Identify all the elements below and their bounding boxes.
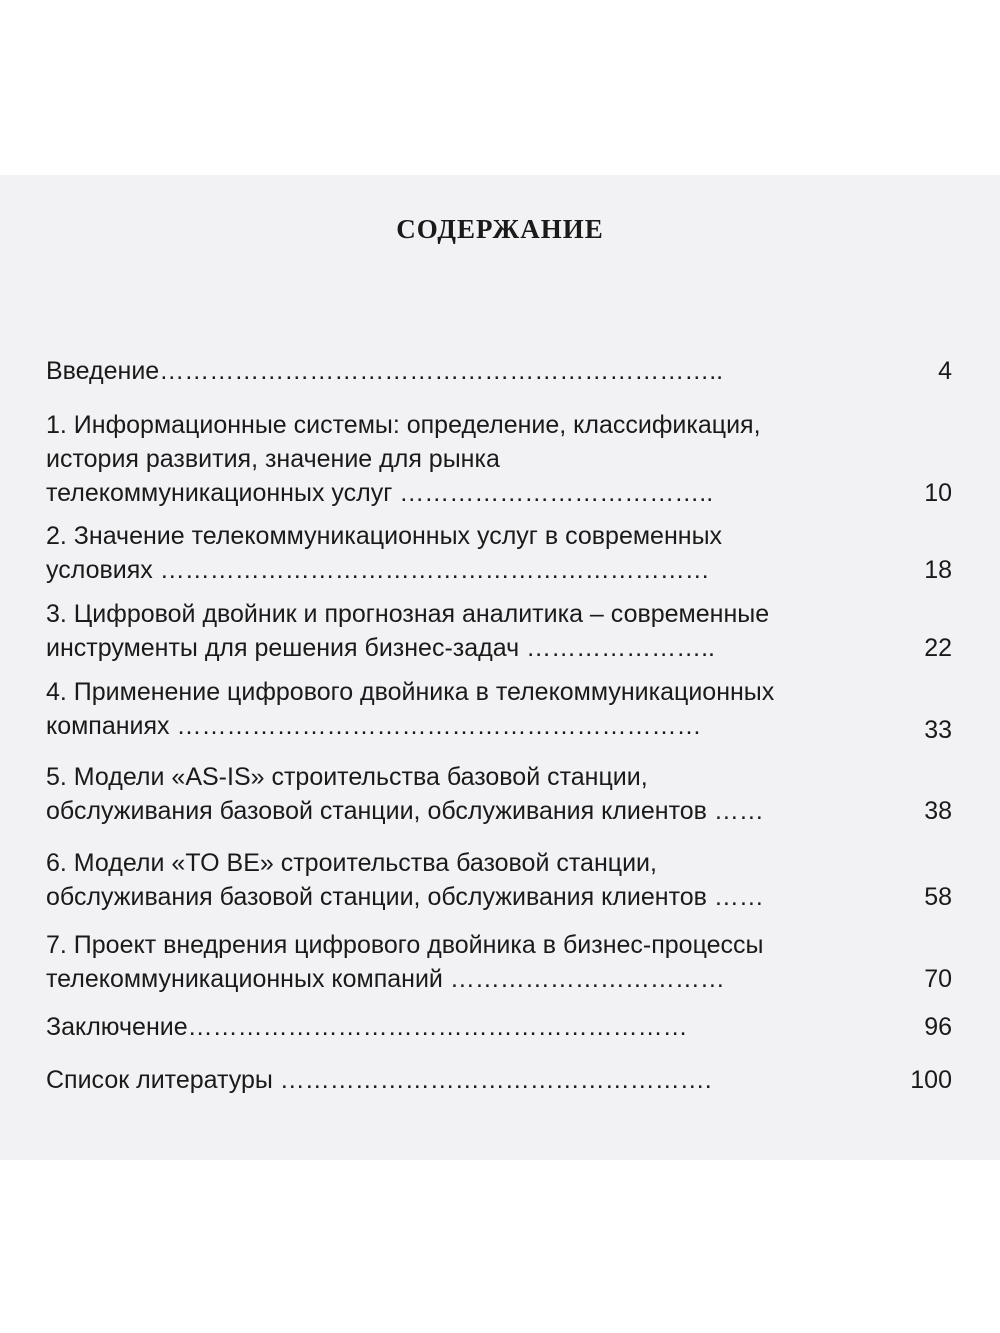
toc-page-number: 18 bbox=[924, 556, 952, 584]
toc-entry-line: 1. Информационные системы: определение, классификация, bbox=[46, 411, 761, 439]
toc-entry-chapter-2 bbox=[46, 519, 876, 587]
toc-entry-line: обслуживания базовой станции, обслуживания клиентов …… bbox=[46, 883, 764, 911]
toc-entry-line: 5. Модели «AS-IS» строительства базовой станции, bbox=[46, 763, 648, 791]
toc-entry-line: Введение………………………………………………………….. bbox=[46, 357, 724, 385]
page-title: СОДЕРЖАНИЕ bbox=[396, 214, 604, 244]
toc-page-number: 38 bbox=[924, 797, 952, 825]
toc-page-number: 33 bbox=[924, 716, 952, 744]
toc-page-number: 70 bbox=[924, 965, 952, 993]
toc-entry-line: компаниях ……………………………………………………… bbox=[46, 712, 702, 740]
toc-entry-introduction bbox=[46, 354, 876, 388]
toc-page-number: 100 bbox=[910, 1066, 952, 1094]
toc-entry-line: Список литературы ……………………………………………. bbox=[46, 1066, 712, 1094]
toc-entry-line: телекоммуникационных услуг ……………………………….. bbox=[46, 479, 714, 507]
toc-entry-line: инструменты для решения бизнес-задач ………………….. bbox=[46, 634, 715, 662]
toc-page-number: 4 bbox=[938, 357, 952, 385]
toc-page-number: 22 bbox=[924, 634, 952, 662]
toc-entry-chapter-4 bbox=[46, 675, 876, 743]
toc-entry-chapter-3 bbox=[46, 597, 876, 665]
toc-entry-line: обслуживания базовой станции, обслуживания клиентов …… bbox=[46, 797, 764, 825]
toc-entry-line: 3. Цифровой двойник и прогнозная аналитика – современные bbox=[46, 600, 770, 628]
toc-entry-line: история развития, значение для рынка bbox=[46, 445, 500, 473]
toc-entry-line: телекоммуникационных компаний …………………………… bbox=[46, 965, 725, 993]
toc-entry-line: 7. Проект внедрения цифрового двойника в бизнес-процессы bbox=[46, 931, 764, 959]
toc-page-number: 96 bbox=[924, 1013, 952, 1041]
toc-entry-line: 6. Модели «TO BE» строительства базовой станции, bbox=[46, 849, 657, 877]
toc-entry-conclusion bbox=[46, 1010, 876, 1044]
toc-entry-chapter-7 bbox=[46, 928, 876, 996]
toc-entry-references bbox=[46, 1063, 876, 1097]
toc-entry-line: условиях ………………………………………………………… bbox=[46, 556, 710, 584]
toc-entry-chapter-5 bbox=[46, 760, 876, 828]
toc-page-number: 58 bbox=[924, 883, 952, 911]
toc-entry-line: 2. Значение телекоммуникационных услуг в современных bbox=[46, 522, 723, 550]
toc-entry-chapter-1 bbox=[46, 408, 876, 510]
toc-entry-line: Заключение…………………………………………………… bbox=[46, 1013, 688, 1041]
toc-page-number: 10 bbox=[924, 479, 952, 507]
toc-entry-line: 4. Применение цифрового двойника в телекоммуникационных bbox=[46, 678, 775, 706]
toc-entry-chapter-6 bbox=[46, 846, 876, 914]
